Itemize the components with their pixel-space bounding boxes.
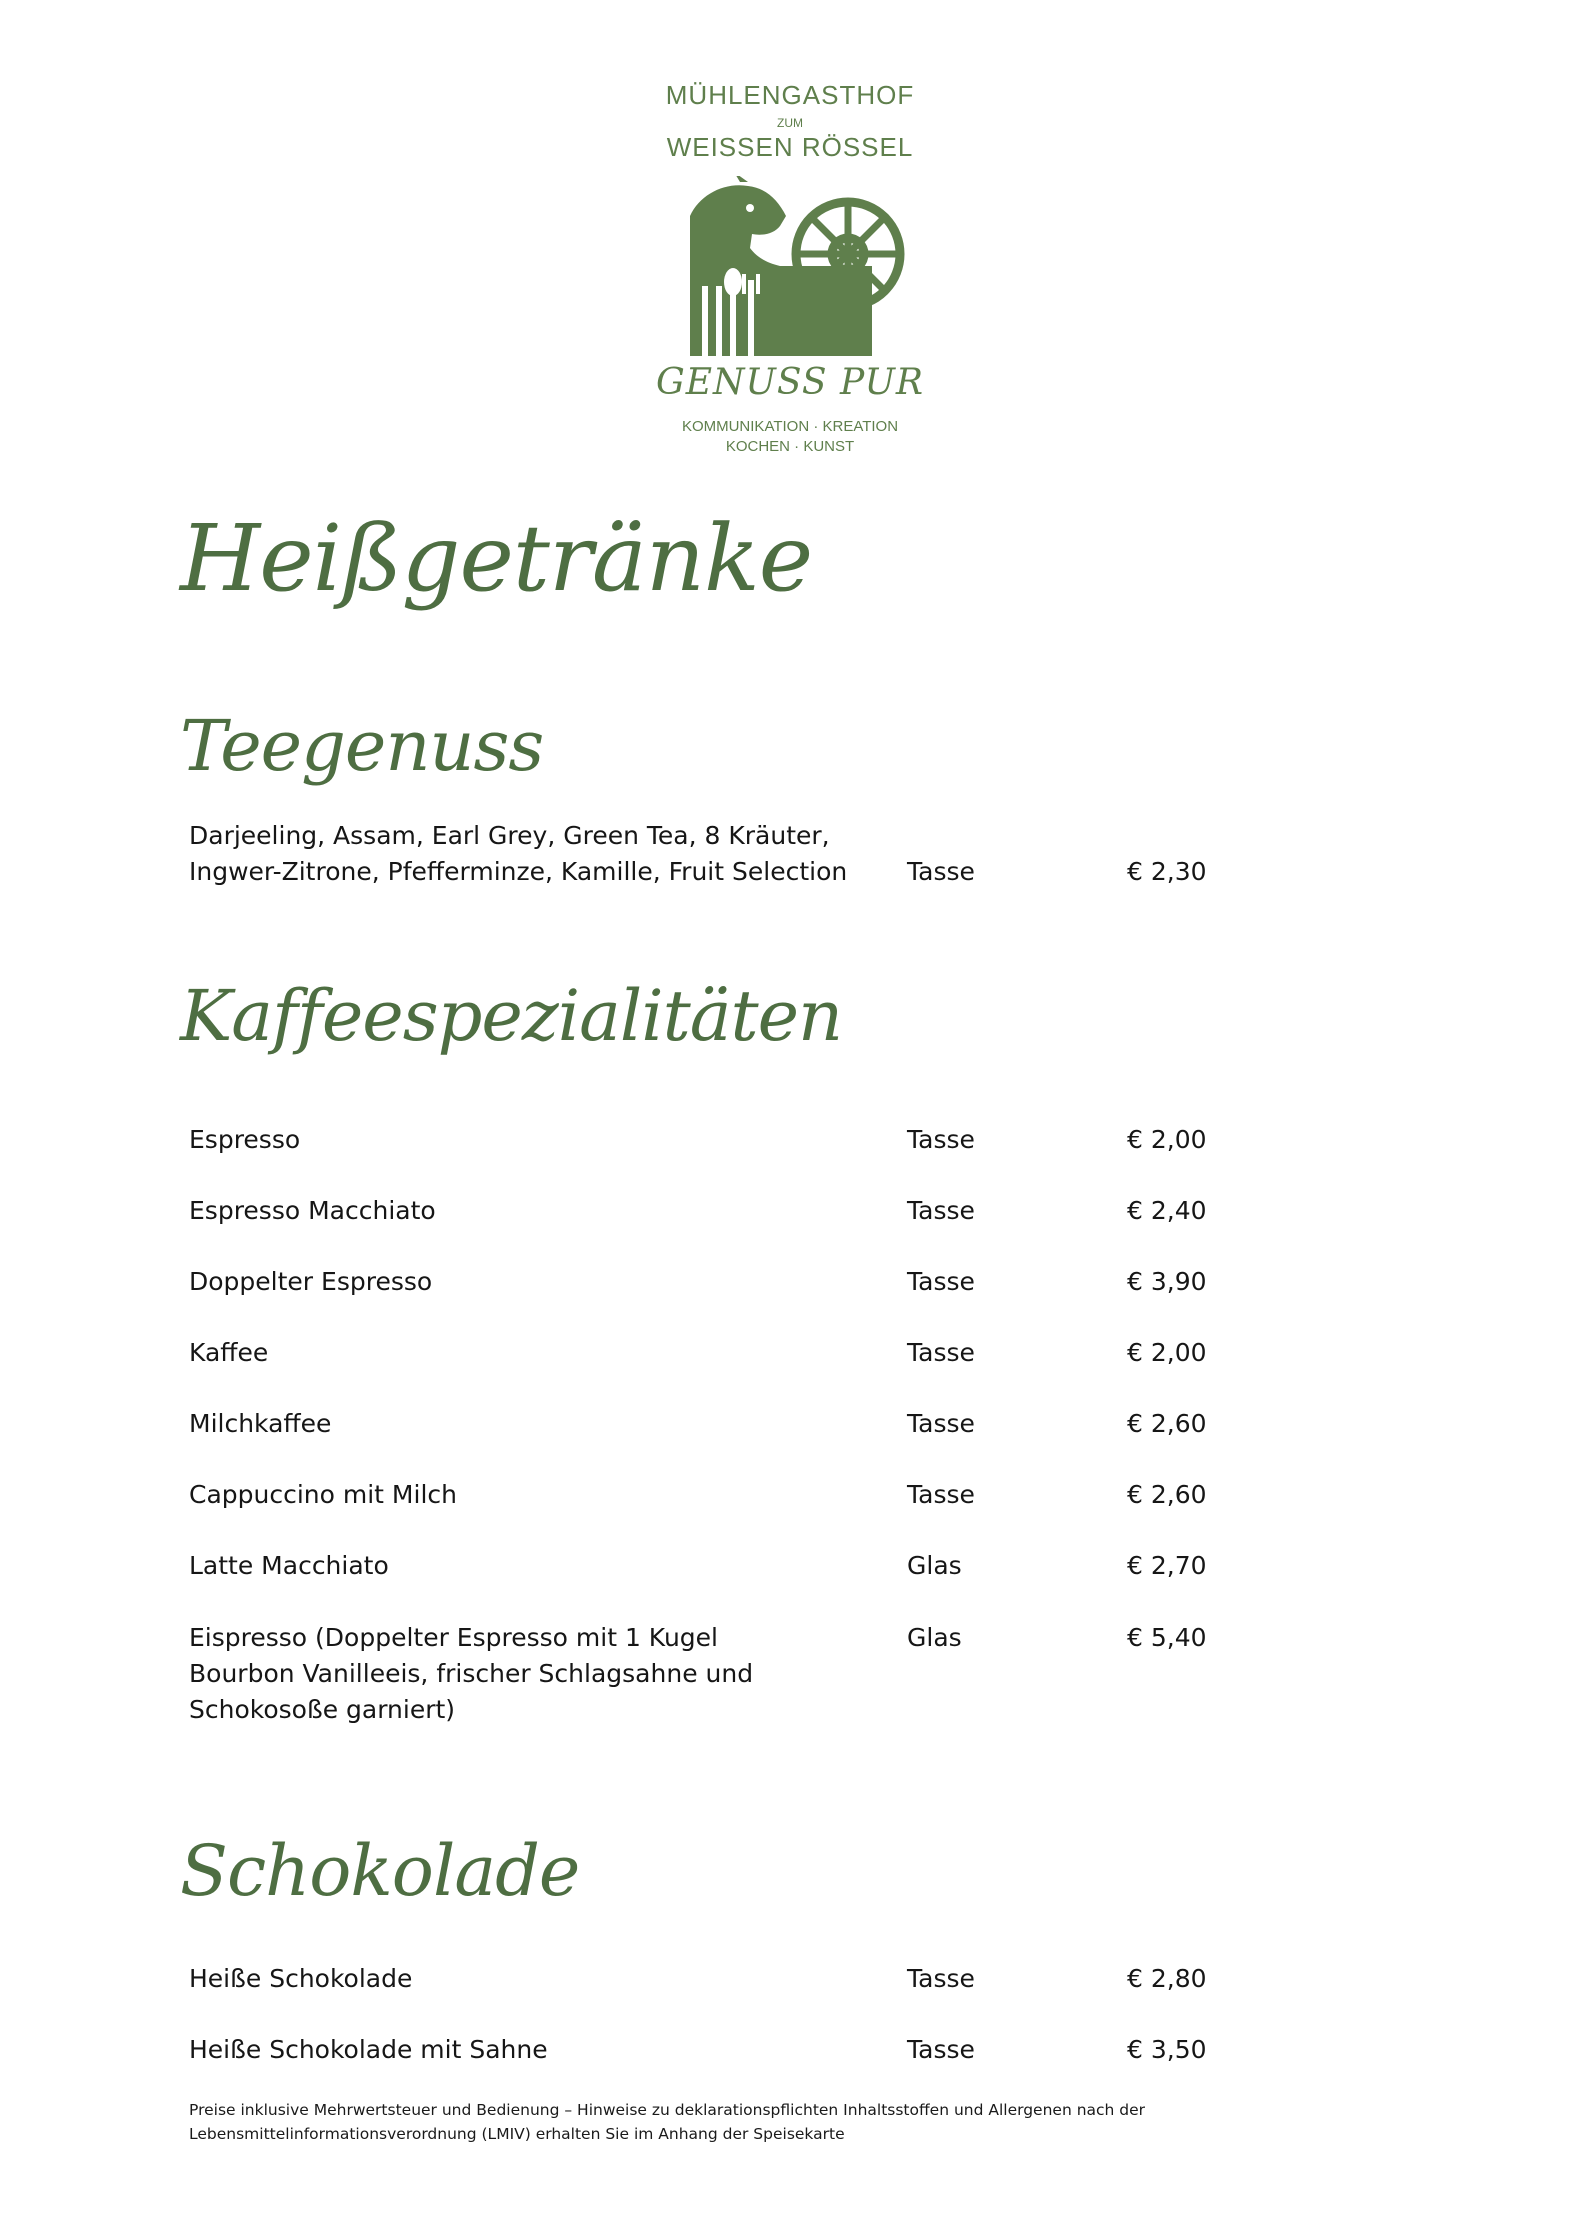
item-name: Heiße Schokolade [189, 1964, 413, 1993]
item-price: € 2,60 [1127, 1480, 1207, 1509]
item-name: Heiße Schokolade mit Sahne [189, 2035, 548, 2064]
item-name: Doppelter Espresso [189, 1267, 433, 1296]
item-unit: Tasse [907, 1964, 975, 1993]
logo-tagline: GENUSS PUR [655, 362, 925, 403]
item-price: € 2,30 [1127, 857, 1207, 886]
item-name: Darjeeling, Assam, Earl Grey, Green Tea, 8 Kräuter, Ingwer-Zitrone, Pfefferminze, Kamille, Fruit Selection [189, 821, 848, 886]
item-price: € 2,70 [1127, 1551, 1207, 1580]
item-unit: Tasse [907, 1196, 975, 1225]
item-price: € 3,90 [1127, 1267, 1207, 1296]
item-unit: Tasse [907, 1267, 975, 1296]
logo-subline-2: KOCHEN · KUNST [725, 438, 855, 455]
item-price: € 5,40 [1127, 1623, 1207, 1652]
footer-note: Preise inklusive Mehrwertsteuer und Bedienung – Hinweise zu deklarationspflichten Inhaltsstoffen und Allergenen nach der Lebensmittelinformationsverordnung (LMIV) erhalten Sie im Anhang der Speisekarte [189, 2101, 1146, 2143]
item-price: € 2,00 [1127, 1125, 1207, 1154]
section-heading-chocolate: Schokolade [180, 1830, 580, 1912]
item-price: € 3,50 [1127, 2035, 1207, 2064]
item-unit: Tasse [907, 2035, 975, 2064]
item-unit: Glas [907, 1623, 962, 1652]
logo-line-1: MÜHLENGASTHOF [665, 80, 915, 110]
item-name: Latte Macchiato [189, 1551, 389, 1580]
horse-mill-emblem-icon [670, 176, 910, 356]
item-name: Espresso [189, 1125, 301, 1154]
section-heading-tea: Teegenuss [180, 705, 544, 787]
logo-line-3: WEISSEN RÖSSEL [666, 132, 914, 162]
item-name: Espresso Macchiato [189, 1196, 436, 1225]
logo-subline-1: KOMMUNIKATION · KREATION [681, 418, 899, 435]
page-title: Heißgetränke [180, 505, 813, 612]
item-unit: Tasse [907, 1409, 975, 1438]
restaurant-logo [630, 80, 950, 460]
item-unit: Glas [907, 1551, 962, 1580]
section-heading-coffee: Kaffeespezialitäten [180, 975, 843, 1057]
item-name: Cappuccino mit Milch [189, 1480, 457, 1509]
item-name: Milchkaffee [189, 1409, 332, 1438]
item-name: Eispresso (Doppelter Espresso mit 1 Kugel Bourbon Vanilleeis, frischer Schlagsahne und Schokosoße garniert) [189, 1623, 754, 1724]
logo-line-2: ZUM [777, 116, 803, 130]
item-unit: Tasse [907, 1338, 975, 1367]
item-price: € 2,40 [1127, 1196, 1207, 1225]
item-unit: Tasse [907, 1125, 975, 1154]
item-unit: Tasse [907, 857, 975, 886]
item-price: € 2,60 [1127, 1409, 1207, 1438]
item-name: Kaffee [189, 1338, 269, 1367]
item-price: € 2,80 [1127, 1964, 1207, 1993]
item-unit: Tasse [907, 1480, 975, 1509]
item-price: € 2,00 [1127, 1338, 1207, 1367]
